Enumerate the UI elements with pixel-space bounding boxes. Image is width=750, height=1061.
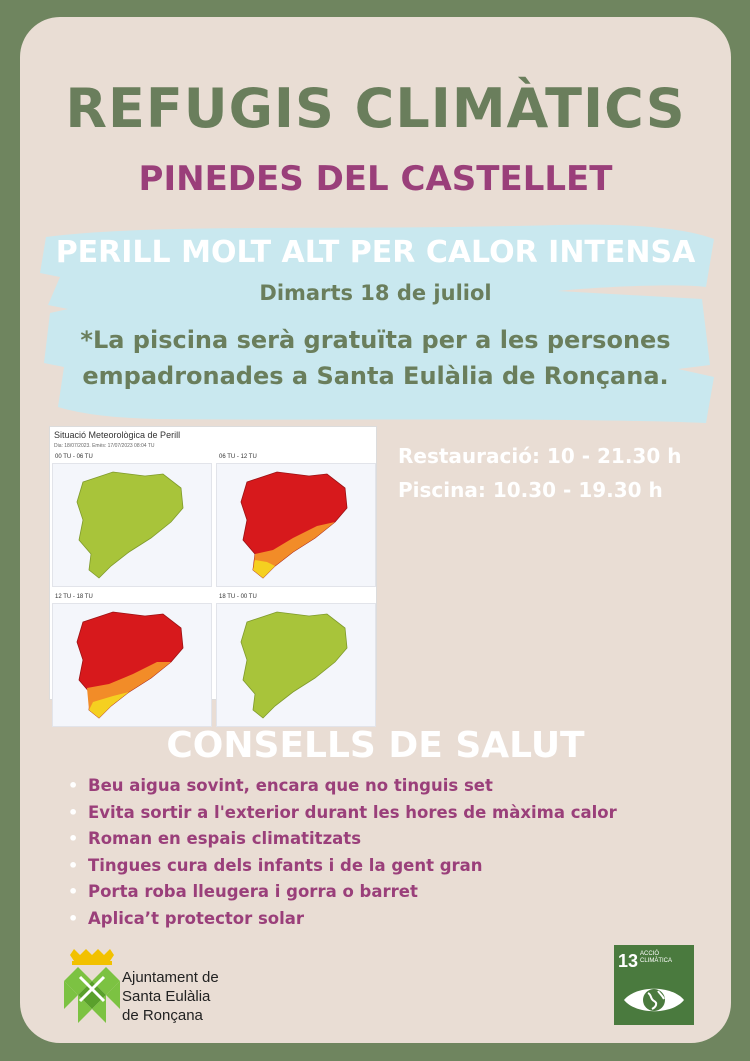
map-panel-label: 12 TU - 18 TU [55, 594, 93, 600]
sdg-13-badge [614, 945, 694, 1025]
sdg-number: 13 [618, 951, 639, 971]
list-item [68, 906, 617, 933]
list-item-text: Roman en espais climatitzats [88, 829, 362, 848]
list-item [68, 773, 617, 800]
map-panel-label: 00 TU - 06 TU [55, 454, 93, 460]
page-title: REFUGIS CLIMÀTICS [65, 77, 686, 140]
bullet-icon: • [68, 829, 79, 848]
sdg-label-line: CLIMÀTICA [640, 958, 673, 964]
bullet-icon: • [68, 776, 79, 795]
bullet-icon: • [68, 908, 79, 928]
map-panel [52, 454, 212, 587]
list-item-text: Tingues cura dels infants i de la gent gran [88, 855, 483, 875]
town-name-line: Santa Eulàlia [122, 988, 211, 1005]
map-panel-label: 06 TU - 12 TU [219, 454, 257, 460]
catalonia-map-green [217, 604, 375, 726]
advice-title: CONSELLS DE SALUT [166, 725, 585, 766]
catalonia-map-red [53, 604, 211, 726]
map-title: Situació Meteorològica de Perill [54, 430, 181, 440]
list-item-text: Beu aigua sovint, encara que no tinguis set [88, 776, 493, 795]
bullet-icon: • [68, 882, 79, 901]
opening-hours [398, 439, 681, 507]
list-item [68, 826, 617, 853]
bullet-icon: • [68, 802, 79, 822]
list-item [68, 853, 617, 880]
town-name-line: Ajuntament de [122, 969, 219, 986]
restaurant-hours: Restauració: 10 - 21.30 h [398, 444, 682, 468]
pool-hours: Piscina: 10.30 - 19.30 h [398, 478, 663, 502]
town-name [122, 968, 219, 1025]
town-name-line: de Ronçana [122, 1007, 203, 1024]
bullet-icon: • [68, 855, 79, 875]
page-subtitle: PINEDES DEL CASTELLET [138, 159, 613, 199]
map-issued: Dia: 18/07/2023. Emès: 17/07/2023 08:04 TU [54, 443, 155, 449]
advice-list [68, 773, 617, 932]
list-item-text: Porta roba lleugera i gorra o barret [88, 882, 418, 901]
map-panel [216, 454, 376, 587]
weather-warning-map [49, 426, 377, 700]
map-panel-label: 18 TU - 00 TU [219, 594, 257, 600]
catalonia-map-green [53, 464, 211, 586]
eye-globe-icon [622, 981, 686, 1019]
sdg-label-line: ACCIÓ [640, 951, 660, 957]
list-item [68, 800, 617, 827]
alert-heading: PERILL MOLT ALT PER CALOR INTENSA [55, 235, 696, 270]
map-panel [216, 594, 376, 727]
map-panel [52, 594, 212, 727]
poster-card [20, 17, 731, 1043]
sdg-label [640, 951, 690, 965]
catalonia-map-red [217, 464, 375, 586]
list-item-text: Aplica’t protector solar [88, 908, 305, 928]
list-item [68, 879, 617, 906]
list-item-text: Evita sortir a l'exterior durant les hores de màxima calor [88, 802, 617, 822]
pool-note: *La piscina serà gratuïta per a les persones empadronades a Santa Eulàlia de Ronçana. [80, 326, 671, 390]
alert-date: Dimarts 18 de juliol [259, 281, 492, 305]
